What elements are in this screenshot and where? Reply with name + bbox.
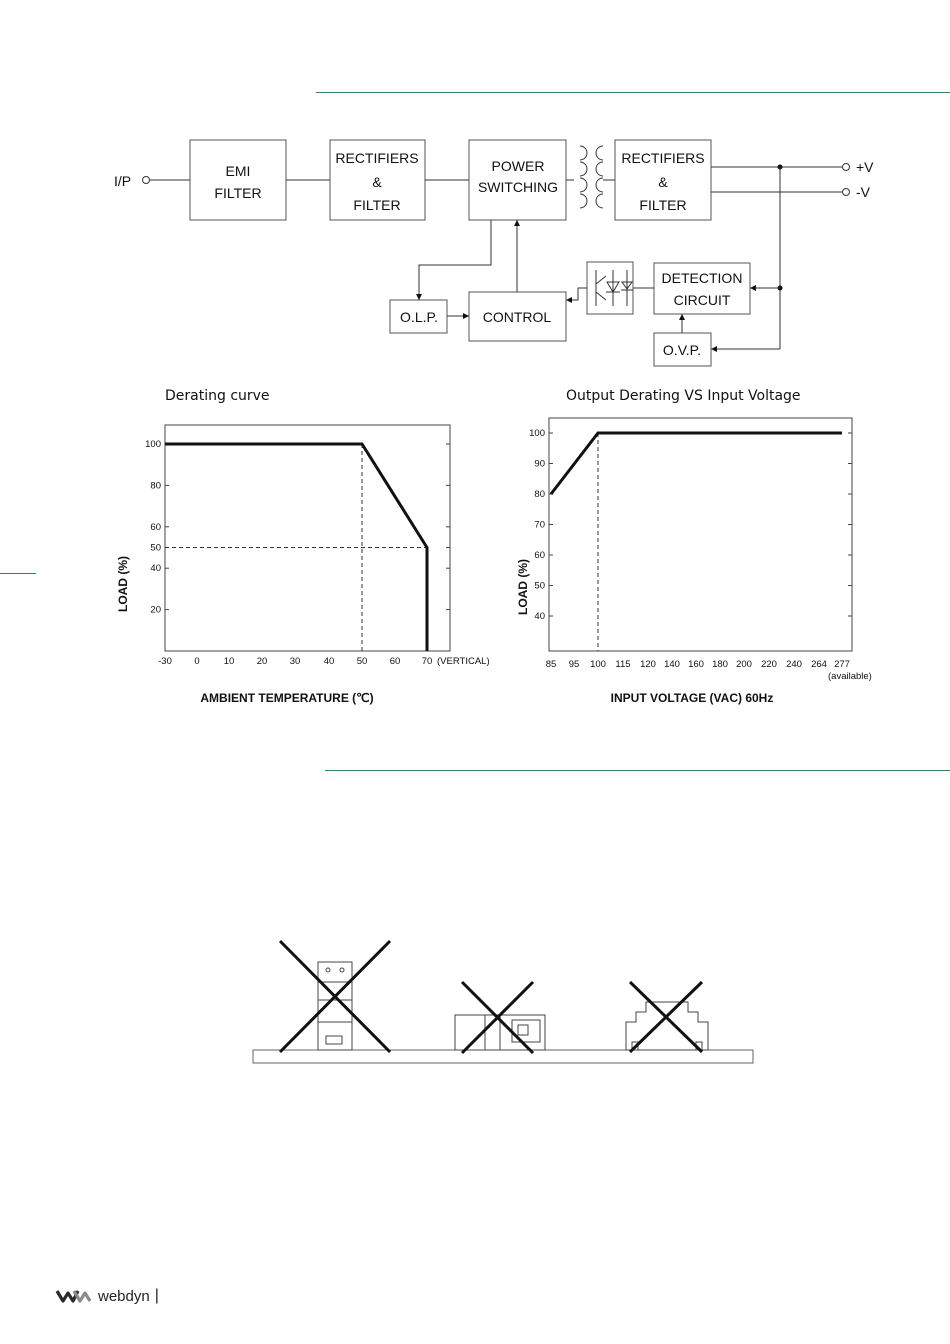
ovp-label: O.V.P. [662,342,702,358]
chart1-y-tick-label: 100 [145,439,161,450]
olp-label: O.L.P. [400,309,438,325]
output-pos-label: +V [856,159,874,175]
chart1-y-tick-label: 80 [150,480,161,492]
rectifiers-out-line2: & [658,174,668,190]
chart2-y-tick-label: 70 [534,519,545,531]
emi-filter-line1: EMI [225,163,251,179]
control-label: CONTROL [482,309,552,325]
chart2-y-tick-label: 50 [534,580,545,592]
chart2-x-tick-label: 200 [736,659,752,670]
rectifiers-out-line1: RECTIFIERS [621,150,705,166]
chart2-x-tick-label: 264 [811,659,827,670]
chart1-xlabel: AMBIENT TEMPERATURE (℃) [200,691,374,705]
chart2-x-tick-label: 220 [761,659,777,670]
chart1-x-tick-label: 0 [194,656,200,667]
output-neg-label: -V [856,184,870,200]
input-label: I/P [114,173,132,189]
chart2-x-note: (available) [828,671,872,682]
chart1-y-tick-label: 20 [150,604,161,616]
power-switching-line1: POWER [491,158,545,174]
chart1-x-tick-label: 60 [389,656,401,667]
chart1-x-tick-label: 40 [323,656,335,667]
chart2-y-tick-label: 40 [534,611,545,622]
rectifiers-in-line1: RECTIFIERS [335,150,419,166]
chart1-x-tick-label: 10 [223,656,235,667]
footer-brand: webdyn [98,1287,150,1305]
chart2-y-tick-label: 100 [529,428,545,439]
emi-filter-line2: FILTER [214,185,262,201]
detection-line2: CIRCUIT [673,292,731,308]
rectifiers-in-line2: & [372,174,382,190]
chart1-ylabel: LOAD (%) [116,556,130,612]
chart2-x-tick-label: 180 [712,659,728,670]
chart2-y-tick-label: 80 [534,489,545,500]
chart2-ylabel: LOAD (%) [516,559,530,615]
chart2-x-tick-label: 240 [786,659,802,670]
chart2-x-tick-label: 160 [688,659,704,670]
input-derating-title: Output Derating VS Input Voltage [566,388,801,404]
chart1-x-tick-label: 20 [256,656,268,667]
power-switching-line2: SWITCHING [477,179,559,195]
rectifiers-out-line3: FILTER [639,197,687,213]
derating-curve-title: Derating curve [165,388,270,404]
chart1-x-tick-label: 50 [356,656,368,667]
chart2-x-tick-label: 115 [615,659,631,670]
chart2-x-tick-label: 85 [545,659,557,670]
chart1-y-tick-label: 50 [150,542,161,554]
chart1-y-tick-label: 60 [150,521,161,533]
chart2-x-tick-label: 277 [834,659,850,670]
footer-separator: | [154,1287,159,1304]
chart2-xlabel: INPUT VOLTAGE (VAC) 60Hz [610,691,774,705]
chart2-x-tick-label: 140 [664,659,680,670]
rectifiers-in-line3: FILTER [353,197,401,213]
chart1-x-tick-label: 70 [421,656,433,667]
chart2-x-tick-label: 100 [590,659,606,670]
detection-line1: DETECTION [661,270,743,286]
chart1-x-extra: (VERTICAL) [437,656,490,667]
chart1-x-tick-label: 30 [289,656,301,667]
chart2-x-tick-label: 95 [568,659,580,670]
chart1-x-tick-label: -30 [158,656,172,667]
mounting-surface [253,1050,753,1063]
chart1-y-tick-label: 40 [150,563,161,575]
chart2-y-tick-label: 90 [534,458,545,470]
chart2-y-tick-label: 60 [534,550,545,561]
footer-logo [56,1284,159,1308]
chart2-x-tick-label: 120 [640,659,656,670]
webdyn-logo-icon [56,1288,94,1304]
upright-unit-icon [318,962,352,1050]
